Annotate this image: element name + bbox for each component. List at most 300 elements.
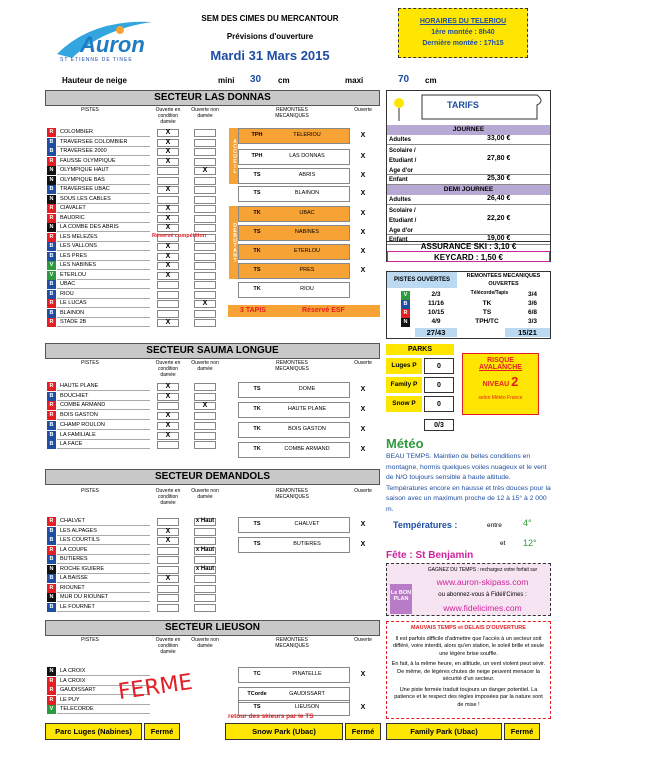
cond-mark: X (165, 252, 171, 260)
difficulty-badge: B (47, 440, 56, 449)
difficulty-badge: R (47, 128, 56, 137)
rm-name: ABRIS (298, 172, 316, 178)
non-cell (194, 139, 216, 147)
parks-total: 0/3 (424, 419, 454, 431)
accueil-vertical: ACCUEIL (229, 128, 238, 184)
rm-open-mark: X (360, 172, 366, 179)
rm-name: HAUTE PLANE (287, 406, 327, 412)
footer-park-status: Fermé (345, 723, 381, 740)
difficulty-badge: B (47, 290, 56, 299)
sector-sauma-title: SECTEUR SAUMA LONGUE (45, 343, 380, 359)
summary-total-rm: 15/21 (505, 328, 550, 337)
tarif-label: Enfant (389, 237, 408, 243)
tarifs-panel (386, 90, 551, 262)
rm-name: COMBE ARMAND (284, 446, 330, 452)
summary-rm-type: TK (482, 300, 492, 307)
park-name: Snow P (386, 396, 422, 412)
difficulty-badge: R (401, 309, 410, 318)
rm-open-mark: X (360, 406, 366, 413)
cond-cell (157, 556, 179, 564)
cond-cell (157, 310, 179, 318)
rm-type: TK (253, 406, 261, 412)
difficulty-badge: N (47, 565, 56, 574)
cond-mark: X (165, 243, 171, 250)
meteo-temp-max: 12° (523, 538, 537, 548)
piste-name: TELECORDE (60, 706, 94, 712)
non-cell (194, 129, 216, 137)
mauvais-title: MAUVAIS TEMPS et DELAIS D'OUVERTURE (411, 625, 526, 631)
rm-open-mark: X (360, 248, 366, 255)
piste-name: CHAMP ROULON (60, 421, 105, 428)
piste-name: LA FACE (60, 441, 83, 448)
difficulty-badge: R (47, 696, 56, 705)
non-cell (194, 528, 216, 536)
rm-open-mark: X (360, 267, 366, 274)
non-cell (194, 243, 216, 251)
non-cell (194, 148, 216, 156)
difficulty-badge: B (47, 431, 56, 440)
rm-type: TK (253, 426, 261, 432)
rm-name: LAS DONNAS (289, 153, 325, 159)
piste-name: LA COUPE (60, 546, 88, 553)
piste-name: CIAVALET (60, 205, 86, 211)
piste-name: LES PRES (60, 252, 87, 259)
difficulty-badge: N (47, 166, 56, 175)
cond-mark: X (165, 383, 171, 390)
difficulty-badge: B (47, 185, 56, 194)
non-cell (194, 291, 216, 299)
tarifs-journee-header: JOURNEE (387, 125, 550, 135)
piste-name: MUR DU RIOUNET (60, 594, 109, 600)
difficulty-badge: R (47, 318, 56, 327)
piste-name: TRAVERSEE COLOMBIER (60, 138, 128, 145)
logo-text: Auron (80, 32, 145, 57)
rm-name: LIEUSON (294, 704, 320, 710)
rm-type: TK (253, 248, 261, 254)
cond-mark: X (165, 205, 171, 212)
summary-pistes-header: PISTES OUVERTES (387, 272, 457, 288)
assurance-line: ASSURANCE SKI : 3,10 € (387, 241, 550, 251)
piste-name: FAUSSE OLYMPIQUE (60, 157, 116, 164)
summary-rm-count: 3/4 (527, 291, 538, 298)
rm-open-mark: X (360, 704, 366, 711)
piste-name: STADE 2B (60, 319, 87, 325)
avalanche-label: AVALANCHE (479, 364, 522, 371)
non-mark: x Haut (195, 565, 215, 572)
rm-col-header: REMONTEES MECANIQUES (275, 637, 309, 649)
difficulty-badge: R (47, 677, 56, 686)
summary-rm-type: TPH/TC (475, 318, 499, 325)
snow-mini-label: mini (218, 76, 235, 85)
rm-type: TCorde (247, 691, 267, 697)
cond-mark: X (165, 129, 171, 136)
piste-name: LES COURTILS (60, 537, 100, 543)
rm-open-mark: X (360, 426, 366, 433)
sector-lieuson-title: SECTEUR LIEUSON (45, 620, 380, 636)
rm-name: BOIS GASTON (288, 426, 326, 432)
rm-open-mark: X (360, 386, 366, 393)
meteo-temp-label: Températures : (393, 520, 458, 530)
esf-label: Réservé ESF (302, 307, 345, 314)
difficulty-badge: N (401, 318, 410, 327)
tarif-value: 33,00 € (487, 135, 511, 142)
non-cell (194, 205, 216, 213)
rm-open-mark: X (360, 541, 366, 548)
tarif-value: 22,20 € (487, 215, 511, 222)
rm-type: TS (253, 190, 261, 196)
avalanche-niveau-text: NIVEAU (482, 381, 510, 388)
non-cell (194, 537, 216, 545)
footer-park-status: Fermé (504, 723, 540, 740)
summary-rm-count: 6/8 (527, 309, 538, 316)
rm-type: TS (253, 172, 261, 178)
difficulty-badge: N (47, 176, 56, 185)
footer-park-status: Fermé (144, 723, 180, 740)
rm-open-mark: X (360, 671, 366, 678)
piste-name: TRAVERSEE UBAC (60, 186, 110, 192)
piste-name: BLAINON (60, 309, 85, 316)
rm-name: DOME (298, 386, 316, 392)
forecast-subtitle: Prévisions d'ouverture (226, 32, 314, 41)
cond-cell (157, 300, 179, 308)
non-cell (194, 556, 216, 564)
difficulty-badge: R (47, 214, 56, 223)
org-name: SEM DES CIMES DU MERCANTOUR (201, 14, 339, 23)
rm-open-mark: X (360, 521, 366, 528)
avalanche-panel (462, 353, 539, 415)
horaires-last: Dernière montée : 17h15 (422, 40, 504, 47)
park-name: Family P (386, 377, 422, 393)
rm-name: PRES (299, 267, 315, 273)
piste-name: LES NABINES (60, 262, 97, 268)
promo-logo: Le BON PLAN (390, 584, 412, 614)
tarif-label: Adultes (389, 137, 412, 143)
ouv-cond-col-header: Ouverte en condition damée (155, 360, 181, 378)
cond-cell (157, 281, 179, 289)
ouv-non-col-header: Ouverte non damée (191, 360, 219, 372)
difficulty-badge: B (47, 574, 56, 583)
snow-maxi-value: 70 (398, 74, 410, 85)
piste-name: LE FOURNET (60, 603, 95, 610)
sector-demandols-title: SECTEUR DEMANDOLS (45, 469, 380, 485)
piste-col-header: PISTES (81, 488, 99, 494)
difficulty-badge: B (47, 392, 56, 401)
tarifs-demi-header: DEMI JOURNEE (387, 185, 550, 195)
piste-name: RIOUNET (60, 584, 85, 591)
difficulty-badge: N (47, 195, 56, 204)
tarifs-title: TARIFS (447, 100, 479, 110)
piste-name: LA BAISSE (60, 575, 88, 581)
difficulty-badge: R (47, 157, 56, 166)
ouverte-col-header: Ouverte (354, 637, 372, 643)
ouv-cond-col-header: Ouverte en condition damée (155, 488, 181, 506)
park-value: 0 (424, 377, 454, 393)
difficulty-badge: R (47, 411, 56, 420)
horaires-first: 1ère montée : 8h40 (431, 29, 495, 36)
non-cell (194, 281, 216, 289)
park-value: 0 (424, 396, 454, 412)
rm-name: ETERLOU (294, 248, 320, 254)
cond-cell (157, 547, 179, 555)
non-cell (194, 383, 216, 391)
non-mark: X (202, 167, 208, 174)
promo-url2[interactable]: www.fidelicimes.com (443, 603, 522, 613)
piste-name: LES MELEZES (60, 233, 98, 240)
non-cell (194, 319, 216, 327)
summary-rm-count: 3/6 (527, 300, 538, 307)
mauvais-p3: Une piste fermée traduit toujours un danger potentiel. La patience et le respect des règles imposées par la nature sont de mise ! (394, 686, 543, 708)
summary-rm-header: REMONTEES MECANIQUES OUVERTES (466, 273, 541, 287)
cond-mark: X (165, 157, 171, 165)
piste-name: ROCHE IGUIERE (60, 565, 105, 572)
cond-cell (157, 585, 179, 593)
cond-cell (157, 167, 179, 175)
non-cell (194, 310, 216, 318)
difficulty-badge: R (47, 233, 56, 242)
rm-type: TPH (251, 132, 263, 138)
difficulty-badge: R (47, 382, 56, 391)
non-mark: X (202, 300, 208, 307)
piste-name: RIOU (60, 290, 74, 297)
piste-name: LE LUCAS (60, 300, 87, 306)
non-cell (194, 585, 216, 593)
rm-type: TS (253, 267, 261, 273)
non-cell (194, 186, 216, 194)
reserve-note: Réservé compétition (152, 233, 207, 239)
rm-type: TK (253, 446, 261, 452)
cond-mark: X (165, 224, 171, 231)
cond-cell (157, 604, 179, 612)
difficulty-badge: B (47, 309, 56, 318)
difficulty-badge: R (47, 517, 56, 526)
summary-rm-sub: Télécorde/Tapis (470, 290, 509, 296)
snow-maxi-label: maxi (345, 76, 364, 85)
rm-name: TELERIOU (293, 132, 321, 138)
parks-panel (386, 344, 454, 432)
cond-mark: X (165, 412, 171, 420)
rm-type: TS (253, 229, 261, 235)
non-cell (194, 432, 216, 440)
difficulty-badge: B (401, 300, 410, 309)
rm-open-mark: X (360, 153, 366, 160)
cond-cell (157, 594, 179, 602)
sector-las-donnas-title: SECTEUR LAS DONNAS (45, 90, 380, 106)
non-cell (194, 422, 216, 430)
difficulty-badge: N (47, 667, 56, 676)
tapis-label: 3 TAPIS (240, 307, 266, 314)
summary-pistes-count: 10/15 (427, 309, 445, 316)
rm-name: RIOU (300, 286, 314, 292)
cond-mark: X (165, 138, 171, 146)
difficulty-badge: V (47, 705, 56, 714)
cond-mark: X (165, 148, 171, 155)
cond-cell (157, 441, 179, 449)
cond-cell (157, 566, 179, 574)
difficulty-badge: R (47, 584, 56, 593)
rm-col-header: REMONTEES MECANIQUES (275, 360, 309, 372)
rm-type: TS (253, 541, 261, 547)
horaires-box (398, 8, 528, 58)
tarifs-header (387, 91, 550, 125)
piste-name: BOIS GASTON (60, 412, 98, 419)
cond-mark: X (165, 527, 171, 535)
rm-type: TS (253, 521, 261, 527)
non-mark: X (202, 402, 208, 410)
horaires-title: HORAIRES DU TELERIOU (419, 18, 507, 25)
snow-mini-value: 30 (250, 74, 262, 85)
piste-name: LA FAMILIALE (60, 431, 96, 438)
piste-name: LES VALLONS (60, 243, 97, 249)
mauvais-p2: En fait, à la même heure, en altitude, un vent violent peut sévir. De même, de légères chutes de neige peuvent menacer la sécurité d'un secteur. (391, 661, 546, 682)
rm-type: TPH (251, 153, 263, 159)
difficulty-badge: B (47, 147, 56, 156)
tarif-label: Adultes (389, 197, 412, 203)
tarif-value: 26,40 € (487, 195, 511, 202)
cond-mark: X (165, 421, 171, 429)
park-value: 0 (424, 358, 454, 374)
tarif-label: Scolaire / Etudiant / Age d'or (389, 148, 417, 174)
lieuson-ferme-stamp: FERME (116, 669, 195, 706)
difficulty-badge: N (47, 593, 56, 602)
difficulty-badge: V (47, 261, 56, 270)
difficulty-badge: B (47, 603, 56, 612)
piste-name: BUTIERES (60, 556, 88, 562)
non-cell (194, 441, 216, 449)
piste-name: SOUS LES CABLES (60, 195, 111, 202)
promo-line2: ou abonnez-vous à Fidéli'Cimes : (438, 592, 527, 598)
cond-mark: X (165, 262, 171, 269)
ouv-cond-col-header: Ouverte en condition damée (155, 637, 181, 655)
difficulty-badge: B (47, 138, 56, 147)
logo-subtext: ST ETIENNE DE TINEE (60, 57, 133, 63)
difficulty-badge: R (47, 546, 56, 555)
difficulty-badge: B (47, 421, 56, 430)
piste-name: UBAC (60, 281, 76, 287)
rm-name: PINATELLE (292, 671, 322, 677)
promo-panel (386, 563, 551, 616)
footer-park-name: Parc Luges (Nabines) (45, 723, 142, 740)
difficulty-badge: R (47, 299, 56, 308)
non-cell (194, 594, 216, 602)
non-cell (194, 196, 216, 204)
rm-col-header: REMONTEES MECANIQUES (275, 107, 309, 119)
cond-mark: X (165, 392, 171, 400)
parks-title: PARKS (386, 344, 454, 355)
avalanche-level-value: 2 (511, 374, 519, 389)
piste-name: LE PUY (60, 696, 80, 703)
page-date: Mardi 31 Mars 2015 (210, 48, 330, 63)
snow-maxi-unit: cm (425, 76, 437, 85)
difficulty-badge: V (47, 271, 56, 280)
piste-name: HAUTE PLANE (60, 383, 99, 389)
non-cell (194, 177, 216, 185)
ouverte-col-header: Ouverte (354, 360, 372, 366)
mauvais-panel (386, 621, 551, 719)
difficulty-badge: R (47, 401, 56, 410)
rm-name: UBAC (299, 210, 315, 216)
ouv-non-col-header: Ouverte non damée (191, 107, 219, 119)
non-cell (194, 158, 216, 166)
logo (52, 14, 162, 64)
piste-name: LA COMBE DES ABRIS (60, 224, 119, 230)
tarif-value: 27,80 € (487, 155, 511, 162)
meteo-temp-min: 4° (523, 518, 532, 528)
difficulty-badge: B (47, 555, 56, 564)
summary-total-pistes: 27/43 (415, 328, 457, 337)
difficulty-badge: B (47, 280, 56, 289)
cond-mark: X (165, 186, 171, 193)
summary-pistes-count: 2/3 (431, 291, 441, 298)
piste-name: COMBE ARMAND (60, 402, 106, 409)
rm-open-mark: X (360, 229, 366, 236)
cond-mark: X (165, 575, 171, 582)
rm-type: TS (253, 704, 261, 710)
rm-type: TC (253, 671, 261, 677)
rm-type: TK (253, 286, 261, 292)
piste-name: LA CROIX (60, 677, 86, 684)
rm-name: BLAINON (294, 190, 320, 196)
cond-mark: X (165, 214, 171, 222)
rm-name: NABINES (294, 229, 320, 235)
fete-line: Fête : St Benjamin (386, 550, 474, 561)
keycard-line: KEYCARD : 1,50 € (387, 251, 550, 262)
cond-cell (157, 196, 179, 204)
meteo-title: Météo (386, 436, 424, 451)
difficulty-badge: V (401, 291, 410, 300)
difficulty-badge: R (47, 686, 56, 695)
summary-rm-type: TS (482, 309, 492, 316)
rm-name: CHALVET (294, 521, 320, 527)
tarif-value: 19,00 € (487, 235, 511, 242)
tarif-label: Scolaire / Etudiant / Age d'or (389, 208, 417, 234)
avalanche-source: selon Météo France (478, 395, 523, 401)
footer-park-name: Snow Park (Ubac) (225, 723, 343, 740)
piste-name: LA CROIX (60, 668, 86, 674)
cond-mark: X (165, 537, 171, 544)
avalanche-level (463, 374, 538, 389)
difficulty-badge: R (47, 204, 56, 213)
summary-rm-count: 3/3 (527, 318, 538, 325)
summary-pistes-count: 4/9 (431, 318, 441, 325)
rm-type: TS (253, 386, 261, 392)
rm-open-mark: X (360, 190, 366, 197)
piste-name: ETERLOU (60, 271, 86, 278)
cond-cell (157, 291, 179, 299)
ouv-non-col-header: Ouverte non damée (191, 488, 219, 500)
avalanche-risque: RISQUE (487, 357, 514, 364)
non-cell (194, 253, 216, 261)
piste-name: CHALVET (60, 518, 85, 524)
cond-mark: X (165, 431, 171, 439)
park-name: Luges P (386, 358, 422, 374)
non-cell (194, 575, 216, 583)
piste-name: OLYMPIQUE BAS (60, 176, 105, 183)
rm-open-mark: X (360, 446, 366, 453)
non-cell (194, 393, 216, 401)
ouv-non-col-header: Ouverte non damée (191, 637, 219, 649)
non-cell (194, 412, 216, 420)
meteo-et: et (500, 540, 506, 547)
rm-open-mark: X (360, 132, 366, 139)
rm-name: GAUDISSART (289, 691, 325, 697)
promo-url1[interactable]: www.auron-skipass.com (436, 577, 529, 587)
non-mark: x Haut (195, 518, 215, 524)
cond-mark: X (165, 319, 171, 326)
rm-name: BUTIERES (293, 541, 321, 547)
lieuson-retour-note: retour des skieurs par le TS (228, 713, 314, 720)
ouverte-col-header: Ouverte (354, 107, 372, 113)
non-cell (194, 215, 216, 223)
